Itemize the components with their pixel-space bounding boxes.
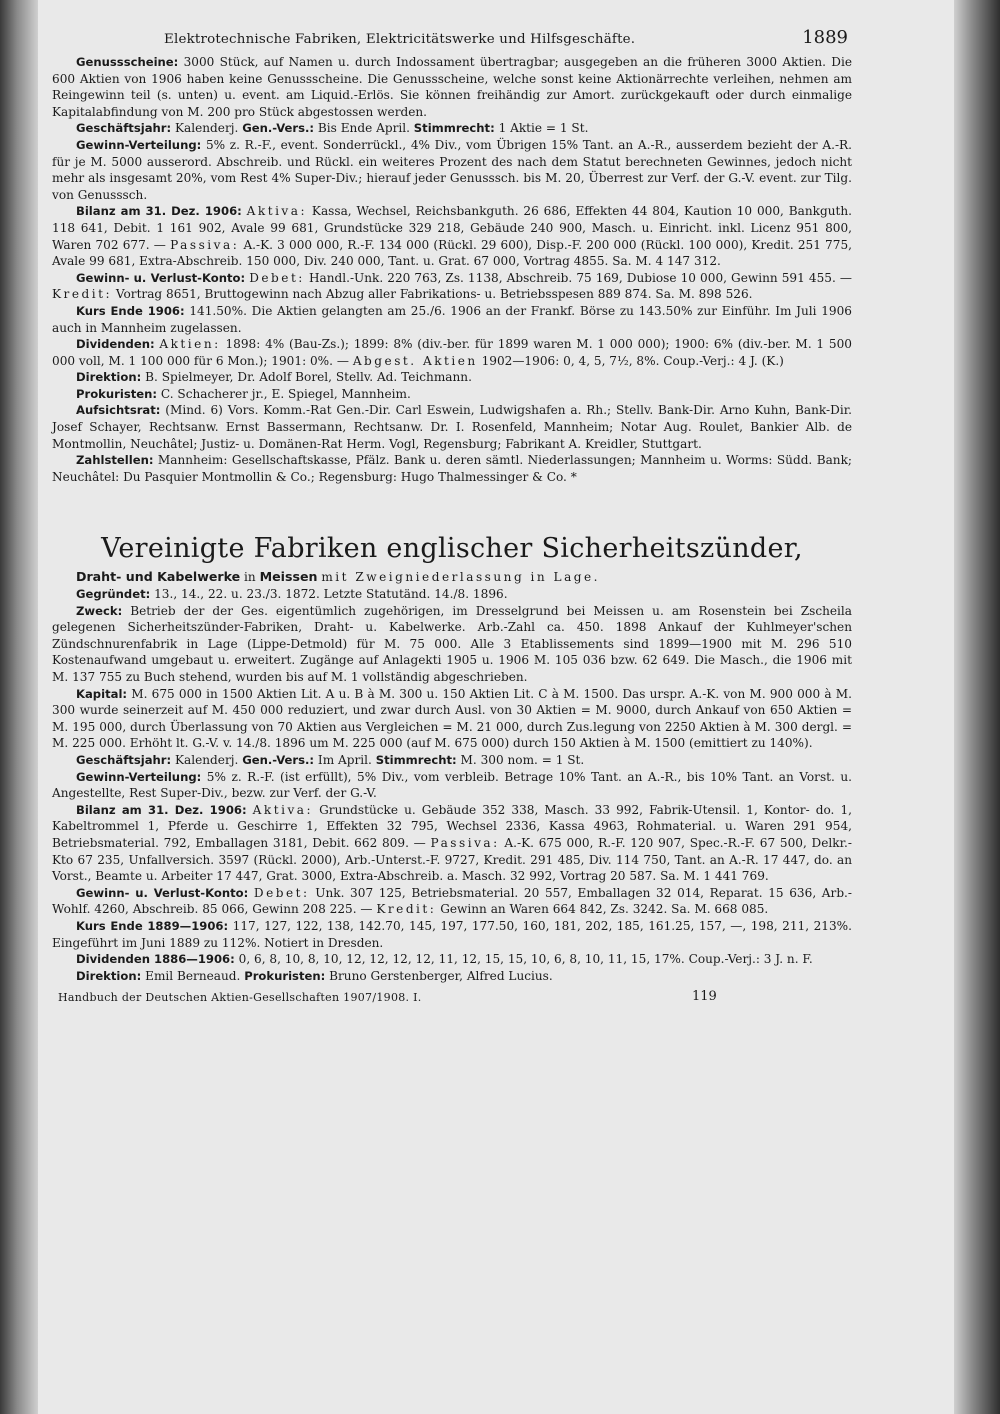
- aufsichtsrat-paragraph: [52, 402, 852, 452]
- kurs-text: 141.50%. Die Aktien gelangten am 25./6. 1906 an der Frankf. Börse zu 143.50% zur Einführ. Im Juli 1906 auch in Mannheim zugelassen.: [52, 303, 852, 335]
- bilanz-paragraph: [52, 203, 852, 269]
- geschaeftsjahr-paragraph: [52, 120, 852, 137]
- entry-sicherheitszuender: [52, 569, 852, 984]
- guv-label: Gewinn- u. Verlust-Konto:: [76, 270, 246, 285]
- kapital-label: Kapital:: [76, 686, 128, 701]
- company-title: Vereinigte Fabriken englischer Sicherheitszünder,: [101, 533, 803, 565]
- kredit-label-2: Kredit:: [376, 902, 437, 917]
- bilanz-text-passiva-2: A.-K. 675 000, R.-F. 120 907, Spec.-R.-F. 67 500, Delkr.-Kto 67 235, Unfallversich. 3597 (Rückl. 2000), Arb.-Unterst.-F. 9727, Kredit. 291 485, Div. 114 750, Tant. an A.-R. 17 447, do. an Vorst., Beamte u. Arbeiter 17 447, Grat. 3000, Extra-Abschreib. a. Masch. 32 992, Vortrag 20 587. Sa. M. 1 441 769.: [52, 835, 852, 884]
- prokuristen-label-2: Prokuristen:: [244, 968, 326, 983]
- kapital-paragraph: [52, 686, 852, 752]
- genussscheine-text: 3000 Stück, auf Namen u. durch Indossament übertragbar; ausgegeben an die früheren 3000 Aktien. Die 600 Aktien von 1906 haben keine Genussscheine. Die Genussscheine, welche sonst keine Aktionärrechte verleihen, nehmen am Reingewinn teil (s. unten) u. event. am Liquid.-Erlös. Sie können freihändig zur Amort. zurückgekauft oder durch einmalige Kapitalabfindung von M. 200 pro Stück abgestossen werden.: [52, 55, 852, 119]
- guv-text-kredit-2: Gewinn an Waren 664 842, Zs. 3242. Sa. M. 668 085.: [440, 902, 769, 917]
- guv-text-debet-2: Unk. 307 125, Betriebsmaterial. 20 557, Emballagen 32 014, Reparat. 15 636, Arb.-Wohlf. 4260, Abschreib. 85 066, Gewinn 208 225. —: [52, 885, 852, 917]
- gj-text: Kalenderj.: [174, 121, 239, 136]
- gj-label-2: Geschäftsjahr:: [76, 752, 172, 767]
- zweck-text: Betrieb der der Ges. eigentümlich zugehörigen, im Dresselgrund bei Meissen u. am Rosenstein bei Zscheila gelegenen Sicherheitszünder-Fabriken, Draht- u. Kabelwerke. Arb.-Zahl ca. 450. 1898 Ankauf der Kuhlmeyer'schen Zündschnurenfabrik in Lage (Lippe-Detmold) für M. 75 000. Alle 3 Etablissements sind 1899—1900 mit M. 296 510 Kostenaufwand umgebaut u. erweitert. Zugänge auf Anlagekti 1905 u. 1906 M. 105 036 bzw. 62 649. Die Masch., die 1906 mit M. 137 755 zu Buch stehend, wurden bis auf M. 1 vollständig abgeschrieben.: [52, 603, 852, 684]
- zahlstellen-text: Mannheim: Gesellschaftskasse, Pfälz. Bank u. deren sämtl. Niederlassungen; Mannheim u. Worms: Südd. Bank; Neuchâtel: Du Pasquier Montmollin & Co.; Regensburg: Hugo Thalmessinger & Co. *: [52, 453, 852, 484]
- aufsichtsrat-text: (Mind. 6) Vors. Komm.-Rat Gen.-Dir. Carl Eswein, Ludwigshafen a. Rh.; Stellv. Bank-Dir. Arno Kuhn, Bank-Dir. Josef Schayer, Rechtsanw. Ernst Bassermann, Rechtsanw. Dr. I. Rosenfeld, Mannheim; Notar Aug. Roulet, Bankier Alb. de Montmollin, Neuchâtel; Justiz- u. Domänen-Rat Herm. Vogl, Regensburg; Fabrikant A. Kreidler, Stuttgart.: [52, 403, 852, 451]
- guv-text-kredit: Vortrag 8651, Bruttogewinn nach Abzug aller Fabrikations- u. Betriebsspesen 889 874. Sa. M. 898 526.: [115, 287, 753, 302]
- bilanz-text-passiva: A.-K. 3 000 000, R.-F. 134 000 (Rückl. 29 600), Disp.-F. 200 000 (Rückl. 100 000), Kredit. 251 775, Avale 99 681, Extra-Abschreib. 150 000, Div. 240 000, Tant. u. Grat. 67 000, Vortrag 4855. Sa. M. 4 147 312.: [52, 237, 852, 269]
- gv-text-2: Im April.: [317, 752, 372, 767]
- bilanz-text-aktiva-2: Grundstücke u. Gebäude 352 338, Masch. 33 992, Fabrik-Utensil. 1, Kontor- do. 1, Kabeltrommel 1, Pferde u. Geschirre 1, Effekten 32 795, Wechsel 2336, Kassa 4963, Rohmaterial. u. Waren 291 954, Betriebsmaterial. 792, Emballagen 3181, Debit. 662 809. —: [52, 802, 852, 850]
- passiva-label-2: Passiva:: [430, 835, 500, 850]
- aktiva-label-2: Aktiva:: [252, 802, 314, 817]
- book-page: [52, 24, 852, 1394]
- kurs-paragraph-2: [52, 918, 852, 951]
- signature-mark: 119: [692, 989, 717, 1005]
- guv-label-2: Gewinn- u. Verlust-Konto:: [76, 885, 249, 900]
- dividenden-paragraph-2: [52, 951, 852, 968]
- sr-text: 1 Aktie = 1 St.: [498, 121, 589, 136]
- geschaeftsjahr-paragraph-2: [52, 752, 852, 769]
- subtitle-rest: mit Zweigniederlassung in Lage.: [321, 570, 601, 585]
- page-number: 1889: [802, 27, 848, 48]
- kurs-label: Kurs Ende 1906:: [76, 303, 185, 318]
- gegruendet-label: Gegründet:: [76, 587, 151, 602]
- gj-text-2: Kalenderj.: [174, 752, 239, 767]
- running-head: [52, 24, 852, 54]
- gegruendet-paragraph: [52, 586, 852, 603]
- dividenden-text-2: 0, 6, 8, 10, 8, 10, 12, 12, 12, 12, 11, 12, 15, 15, 10, 6, 8, 10, 11, 15, 17%. Coup.-Verj.: 3 J. n. F.: [238, 952, 813, 967]
- prokuristen-paragraph: [52, 386, 852, 403]
- subtitle-business: Draht- und Kabelwerke: [76, 569, 241, 585]
- zweck-paragraph: [52, 603, 852, 686]
- running-title: Elektrotechnische Fabriken, Elektricitätswerke und Hilfsgeschäfte.: [164, 32, 636, 47]
- gj-label: Geschäftsjahr:: [76, 121, 172, 136]
- direktion-paragraph: [52, 369, 852, 386]
- sr-label-2: Stimmrecht:: [375, 752, 457, 767]
- sr-text-2: M. 300 nom. = 1 St.: [460, 752, 585, 767]
- bilanz-label: Bilanz am 31. Dez. 1906:: [76, 204, 242, 219]
- direktion-label: Direktion:: [76, 370, 142, 385]
- genussscheine-paragraph: [52, 54, 852, 120]
- genussscheine-label: Genussscheine:: [76, 55, 179, 69]
- direktion-label-2: Direktion:: [76, 968, 142, 983]
- gegruendet-text: 13., 14., 22. u. 23./3. 1872. Letzte Statutänd. 14./8. 1896.: [154, 587, 508, 602]
- passiva-label: Passiva:: [170, 237, 240, 252]
- subtitle-place: Meissen: [259, 569, 318, 585]
- direktion-text: B. Spielmeyer, Dr. Adolf Borel, Stellv. Ad. Teichmann.: [145, 370, 472, 385]
- gewinn-text-2: 5% z. R.-F. (ist erfüllt), 5% Div., vom verbleib. Betrage 10% Tant. an A.-R., bis 10% Tant. an Vorst. u. Angestellte, Rest Super-Div., bezw. zur Verf. der G.-V.: [52, 769, 852, 801]
- gv-label-2: Gen.-Vers.:: [242, 752, 315, 767]
- debet-label-2: Debet:: [253, 885, 310, 900]
- gewinn-label-2: Gewinn-Verteilung:: [76, 769, 202, 784]
- kredit-label: Kredit:: [52, 287, 113, 302]
- gewinn-verteilung-paragraph-2: [52, 769, 852, 802]
- subtitle-in: in: [244, 570, 256, 585]
- kurs-text-2: 117, 127, 122, 138, 142.70, 145, 197, 177.50, 160, 181, 202, 185, 161.25, 157, —, 198, 211, 213%. Eingeführt im Juni 1889 zu 112%. Notiert in Dresden.: [52, 918, 852, 950]
- debet-label: Debet:: [249, 270, 305, 285]
- guv-text-debet: Handl.-Unk. 220 763, Zs. 1138, Abschreib. 75 169, Dubiose 10 000, Gewinn 591 455. —: [308, 270, 852, 285]
- dividenden-text-abgest: 1902—1906: 0, 4, 5, 7½, 8%. Coup.-Verj.: 4 J. (K.): [481, 353, 784, 368]
- zahlstellen-paragraph: [52, 452, 852, 485]
- prokuristen-text-2: Bruno Gerstenberger, Alfred Lucius.: [329, 968, 553, 983]
- dividenden-paragraph: [52, 336, 852, 369]
- gewinn-verteilung-paragraph: [52, 137, 852, 203]
- aktien-label: Aktien:: [159, 337, 221, 352]
- page-footer: [52, 988, 852, 1008]
- dividenden-text: 1898: 4% (Bau-Zs.); 1899: 8% (div.-ber. für 1899 waren M. 1 000 000); 1900: 6% (div.-ber. M. 1 500 000 voll, M. 1 100 000 für 6 Mon.); 1901: 0%. —: [52, 337, 852, 368]
- dividenden-label-2: Dividenden 1886—1906:: [76, 952, 235, 967]
- bilanz-paragraph-2: [52, 802, 852, 885]
- direktion-text-2: Emil Berneaud.: [145, 968, 241, 983]
- guv-paragraph-2: [52, 885, 852, 918]
- aktiva-label: Aktiva:: [246, 204, 308, 219]
- handbook-title: Handbuch der Deutschen Aktien-Gesellschaften 1907/1908. I.: [58, 991, 422, 1005]
- bilanz-text-aktiva: Kassa, Wechsel, Reichsbankguth. 26 686, Effekten 44 804, Kaution 10 000, Bankguth. 118 641, Debit. 1 161 902, Avale 99 681, Grundstücke 329 218, Gebäude 240 900, Masch. u. Einricht. inkl. Licenz 951 800, Waren 702 677. —: [52, 204, 852, 252]
- aufsichtsrat-label: Aufsichtsrat:: [76, 403, 161, 418]
- company-subtitle: [52, 569, 852, 586]
- direktion-paragraph-2: [52, 968, 852, 985]
- gv-text: Bis Ende April.: [317, 121, 410, 136]
- abgest-aktien-label: Abgest. Aktien: [352, 353, 478, 368]
- guv-paragraph: [52, 270, 852, 303]
- prokuristen-label: Prokuristen:: [76, 386, 158, 401]
- bilanz-label-2: Bilanz am 31. Dez. 1906:: [76, 802, 247, 817]
- gv-label: Gen.-Vers.:: [242, 121, 315, 136]
- prokuristen-text: C. Schacherer jr., E. Spiegel, Mannheim.: [160, 386, 411, 401]
- gewinn-label: Gewinn-Verteilung:: [76, 137, 202, 152]
- sr-label: Stimmrecht:: [413, 121, 495, 136]
- gewinn-text: 5% z. R.-F., event. Sonderrückl., 4% Div., vom Übrigen 15% Tant. an A.-R., ausserdem bezieht der A.-R. für je M. 5000 ausserord. Abschreib. und Rückl. ein weiteres Prozent des nach dem Statut berechneten Gewinnes, jedoch nicht mehr als insgesamt 20%, vom Rest 4% Super-Div.; hierauf jeder Genusssch. bis M. 20, Überrest zur Verf. der G.-V. event. zur Tilg. von Genusssch.: [52, 137, 852, 202]
- kurs-label-2: Kurs Ende 1889—1906:: [76, 918, 229, 933]
- dividenden-label: Dividenden:: [76, 337, 155, 352]
- scan-right-edge: [954, 0, 1000, 1414]
- zweck-label: Zweck:: [76, 603, 123, 618]
- kurs-paragraph: [52, 303, 852, 336]
- zahlstellen-label: Zahlstellen:: [76, 453, 154, 468]
- entry-elektricitaet: [52, 54, 852, 485]
- kapital-text: M. 675 000 in 1500 Aktien Lit. A u. B à M. 300 u. 150 Aktien Lit. C à M. 1500. Das urspr. A.-K. von M. 900 000 à M. 300 wurde seinerzeit auf M. 450 000 reduziert, und zwar durch Ausl. von 30 Aktien = M. 9000, durch Ankauf von 650 Aktien = M. 195 000, durch Überlassung von 70 Aktien aus Vergleichen = M. 21 000, durch Zus.legung von 2250 Aktien à M. 300 dergl. = M. 225 000. Erhöht lt. G.-V. v. 14./8. 1896 um M. 225 000 (auf M. 675 000) durch 150 Aktien à M. 1500 (emittiert zu 140%).: [52, 686, 852, 751]
- scan-left-edge: [0, 0, 38, 1414]
